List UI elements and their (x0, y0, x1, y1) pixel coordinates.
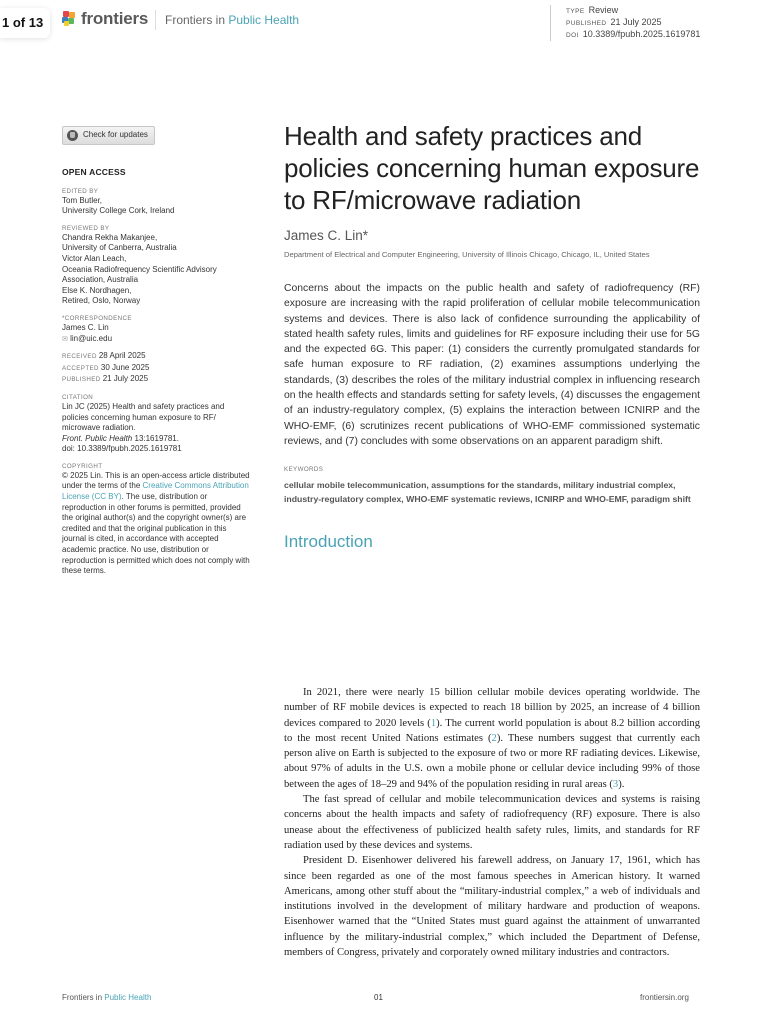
body-paragraph (284, 685, 700, 792)
footer-journal-prefix: Frontiers in (62, 993, 103, 1002)
reference-link[interactable]: 2 (491, 732, 497, 744)
accepted-row (62, 363, 252, 375)
accepted-label: ACCEPTED (62, 364, 99, 372)
received-label: RECEIVED (62, 353, 97, 361)
citation-source (62, 434, 252, 445)
footer-site-link[interactable]: frontiersin.org (640, 993, 689, 1002)
correspondence-name: James C. Lin (62, 322, 109, 332)
doi-label: DOI (566, 32, 579, 39)
published-row (62, 374, 252, 386)
abstract: Concerns about the impacts on the public health and safety of radiofrequency (RF) exposure are increasing with the rapid proliferation of cellular mobile telecommunication systems and devices. There is also lack of confidence surrounding the applicability of stated health safety rules, limits and guidelines for RF exposure including their use for 5G and the expected 6G. This paper: (1) considers the currently promulgated standards for safe human exposure to RF radiation, (2) examines assumptions underlying the standards, (3) describes the roles of the military industrial complex in influencing research on the health effects and standards setting for safety levels, (4) discusses the engagement of an industry-regulatory complex, (5) explains the interaction between ICNIRP and the WHO-EMF, (6) scrutinizes recent publications of WHO-EMF commissioned systematic reviews, and (7) concludes with some observations on an apparent paradigm shift. (284, 283, 700, 447)
keywords-label: KEYWORDS (284, 466, 324, 474)
mail-icon: ✉ (62, 335, 68, 343)
article-title: Health and safety practices and policies concerning human exposure to RF/microwave radiation (284, 121, 700, 215)
article-meta (550, 5, 700, 41)
keywords: cellular mobile telecommunication, assumptions for the standards, military industrial complex, industry-regulatory complex, WHO-EMF systematic reviews, ICNIRP and WHO-EMF, paradigm shift (284, 480, 691, 505)
article-main (284, 120, 700, 552)
correspondence-label: *CORRESPONDENCE (62, 314, 132, 322)
reviewer-affiliation: University of Canberra, Australia (62, 243, 177, 253)
published-date: 21 July 2025 (102, 374, 149, 384)
type-value: Review (588, 5, 619, 15)
accepted-date: 30 June 2025 (100, 362, 150, 372)
reviewer-name: Else K. Nordhagen, (62, 285, 132, 295)
body-paragraph: President D. Eisenhower delivered his farewell address, on January 17, 1961, which has since been regarded as one of the most famous speeches in American history. It warned Americans, among other stuff about the “military-industrial complex,” a web of individuals and institutions involved in the development of military hardware and production of weapons. Eisenhower warned that the “United States must guard against the attainment of unwarranted influence by the military-industrial complex,” which included the Department of Defense, members of Congress, privately and corporately owned military industries and contractors. (284, 855, 700, 959)
citation-doi: doi: 10.3389/fpubh.2025.1619781 (62, 444, 182, 454)
copyright-post: . The use, distribution or reproduction in other forums is permitted, provided the original author(s) and the copyright owner(s) are credited and that the original publication in this journal is cited, in accordance with accepted academic practice. No use, distribution or reproduction is permitted which does not comply with these terms. (62, 492, 250, 576)
text-run: ). (618, 778, 625, 790)
author-affiliation: Department of Electrical and Computer Engineering, University of Illinois Chicago, Chicago, IL, United States (284, 250, 650, 259)
reviewer-name: Victor Alan Leach, (62, 253, 127, 263)
published-label: PUBLISHED (62, 376, 101, 384)
header-divider (155, 10, 156, 30)
copyright-label: COPYRIGHT (62, 462, 103, 470)
citation-journal: Front. Public Health (62, 433, 133, 443)
type-label: TYPE (566, 8, 585, 15)
journal-prefix: Frontiers in (165, 13, 226, 27)
reference-link[interactable]: 3 (612, 778, 619, 790)
published-value: 21 July 2025 (610, 17, 662, 27)
check-for-updates-label: Check for updates (83, 130, 148, 140)
text-run: In 2021, there were nearly 15 billion cellular mobile devices operating worldwide. The number of RF mobile devices is expected to reach 18 billion by 2025, an increase of 4 billion devices compared to 2020 levels ( (284, 687, 700, 729)
journal-name[interactable] (165, 13, 299, 27)
correspondence-email[interactable]: lin@uic.edu (70, 333, 113, 343)
edited-by-label: EDITED BY (62, 187, 99, 195)
logo-wordmark: frontiers (81, 9, 149, 28)
reviewer-affiliation: Oceania Radiofrequency Scientific Advisory Association, Australia (62, 264, 217, 285)
text-run: ). The current world population is about 8.2 billion according to the most recent United Nations estimates ( (284, 717, 700, 744)
text-run: ). These numbers suggest that currently each person alive on Earth is subjected to the exposure of two or more RF radiating devices. Likewise, about 97% of adults in the U.S. own a mobile phone or cellular device including 99% of those between the ages of 18–29 and 94% of the population residing in rural areas ( (284, 732, 701, 790)
editor-name: Tom Butler, (62, 195, 103, 205)
citation-volume: 13:1619781. (132, 433, 179, 443)
page-number: 01 (374, 993, 383, 1002)
correspondence-email-row[interactable] (62, 334, 252, 346)
body-paragraph: The fast spread of cellular and mobile telecommunication devices and systems is raising concerns about the health impacts and safety of radiofrequency (RF) exposure. There is also unease about the effectiveness of publicized health safety rules, limits, and standards for RF radiation used by these devices and systems. (284, 794, 700, 851)
sidebar (62, 126, 252, 577)
citation-label: CITATION (62, 393, 94, 401)
bookmark-icon (67, 130, 78, 141)
doi-value[interactable]: 10.3389/fpubh.2025.1619781 (582, 29, 701, 39)
frontiers-logo[interactable] (62, 9, 148, 29)
reviewer-name: Chandra Rekha Makanjee, (62, 232, 158, 242)
editor-affiliation: University College Cork, Ireland (62, 206, 175, 216)
citation-text: Lin JC (2025) Health and safety practices and policies concerning human exposure to RF/ microwave radiation. (62, 401, 225, 433)
published-label: PUBLISHED (566, 20, 607, 27)
footer-journal-name: Public Health (104, 993, 152, 1002)
article-body (284, 685, 700, 960)
copyright-text (62, 471, 252, 577)
section-heading-introduction: Introduction (284, 532, 373, 552)
journal-title: Public Health (228, 13, 300, 27)
reviewer-affiliation: Retired, Oslo, Norway (62, 296, 141, 306)
footer-journal[interactable] (62, 993, 151, 1002)
reviewed-by-label: REVIEWED BY (62, 224, 110, 232)
received-date: 28 April 2025 (98, 351, 146, 361)
frontiers-logo-icon (62, 11, 76, 27)
cc-by-license-link[interactable]: Creative Commons Attribution License (CC BY) (62, 481, 249, 502)
reference-link[interactable]: 1 (430, 717, 437, 729)
page-counter: 1 of 13 (0, 8, 50, 38)
copyright-pre: © 2025 Lin. This is an open-access article distributed under the terms of the (62, 470, 250, 491)
open-access-label: OPEN ACCESS (62, 167, 126, 177)
check-for-updates-button[interactable] (62, 126, 155, 145)
author-name[interactable]: James C. Lin* (284, 228, 369, 243)
received-row (62, 351, 252, 363)
